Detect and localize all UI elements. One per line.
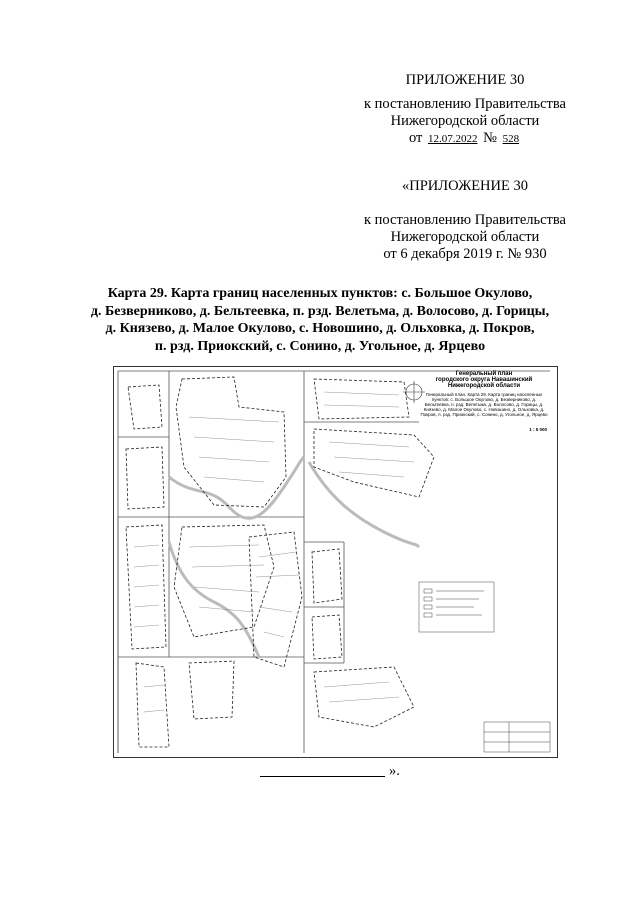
map-heading-line-3: Нижегородской области bbox=[447, 383, 521, 389]
map-title-line-4: п. рзд. Приокский, с. Сонино, д. Угольное, д. Ярцево bbox=[154, 338, 486, 354]
closing-line bbox=[260, 763, 400, 780]
closing-quote: ». bbox=[389, 763, 400, 779]
quoted-decree-date: от 6 декабря 2019 г. № 930 bbox=[383, 246, 547, 262]
map-heading bbox=[419, 371, 549, 417]
map-legend bbox=[419, 582, 494, 632]
map-heading-line-1: Генеральный план bbox=[455, 371, 513, 377]
decree-line-2: Нижегородской области bbox=[390, 113, 540, 129]
appendix-title: ПРИЛОЖЕНИЕ 30 bbox=[405, 72, 525, 88]
map-title bbox=[40, 285, 600, 355]
number-prefix: № bbox=[483, 130, 497, 146]
quoted-decree-line-1: к постановлению Правительства bbox=[364, 212, 566, 228]
signature-rule bbox=[260, 776, 385, 777]
map-subheading: Генеральный план. Карта 29. Карта границ населенных пунктов: с. Большое Окулово, д. Безверниково, д. Бельтеевка, п. рзд. Велетьма, д. Волосово, д. Горицы, д. Князево, д. Малое Окулово, с. Новошино, д. Ольховка, д. Покров, п. рзд. Приокский, с. Сонино, д. Угольное, д. Ярцево bbox=[420, 392, 548, 417]
map-title-line-2: д. Безверниково, д. Бельтеевка, п. рзд. Велетьма, д. Волосово, д. Горицы, bbox=[90, 303, 550, 319]
map-panel-grid bbox=[118, 371, 550, 753]
map-scale: 1 : 5 000 bbox=[529, 427, 547, 432]
settlement-boundaries bbox=[126, 377, 434, 747]
quoted-decree-reference bbox=[330, 212, 600, 263]
map-heading-line-2: городского округа Навашинский bbox=[435, 377, 533, 383]
quoted-decree-line-2: Нижегородской области bbox=[390, 229, 540, 245]
decree-line-1: к постановлению Правительства bbox=[364, 96, 566, 112]
decree-reference bbox=[330, 96, 600, 148]
decree-date: 12.07.2022 bbox=[427, 133, 478, 145]
decree-number: 528 bbox=[502, 133, 520, 145]
decree-date-line bbox=[330, 130, 600, 148]
map-title-line-1: Карта 29. Карта границ населенных пунктов: с. Большое Окулово, bbox=[107, 286, 533, 301]
map-title-line-3: д. Князево, д. Малое Окулово, с. Новошино, д. Ольховка, д. Покров, bbox=[105, 321, 535, 336]
quoted-appendix-title: «ПРИЛОЖЕНИЕ 30 bbox=[402, 178, 528, 194]
settlement-boundary-map bbox=[114, 367, 557, 757]
date-prefix: от bbox=[408, 130, 423, 146]
title-block bbox=[484, 722, 550, 752]
parcel-lines bbox=[134, 392, 414, 712]
map-image bbox=[113, 366, 558, 758]
